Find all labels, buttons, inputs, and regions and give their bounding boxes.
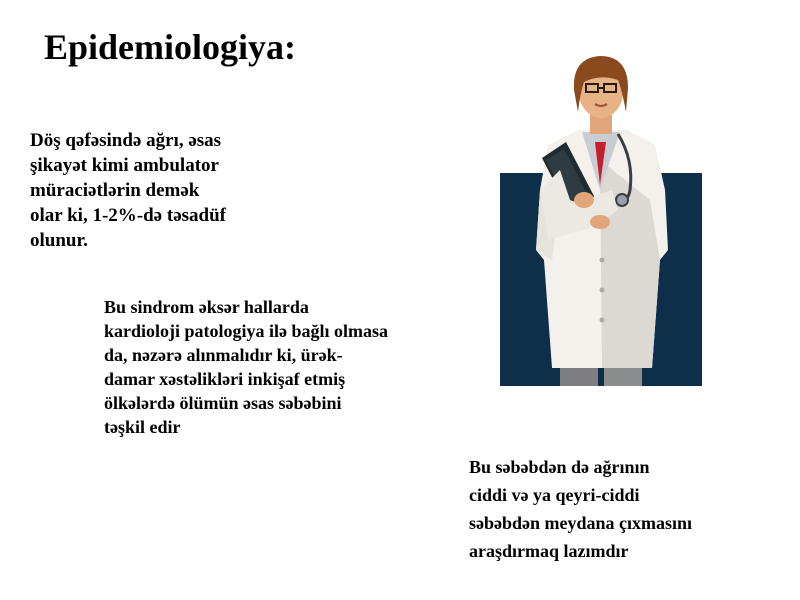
slide-title: Epidemiologiya: <box>44 27 297 67</box>
doctor-clipart-icon <box>500 50 705 390</box>
paragraph-investigate-cause: Bu səbəbdən də ağrının ciddi və ya qeyri-ciddi səbəbdən meydana çıxmasını araşdırmaq lazımdır <box>469 457 693 561</box>
paragraph-complaint-frequency: Döş qəfəsində ağrı, əsas şikayət kimi ambulator müraciətlərin demək olar ki, 1-2%-də təsadüf olunur. <box>30 130 226 251</box>
paragraph-cardio-mortality: Bu sindrom əksər hallarda kardioloji patologiya ilə bağlı olmasa da, nəzərə alınmalıdır ki, ürək- damar xəstəlikləri inkişaf etmiş ölkələrdə ölümün əsas səbəbini təşkil edir <box>104 297 389 437</box>
